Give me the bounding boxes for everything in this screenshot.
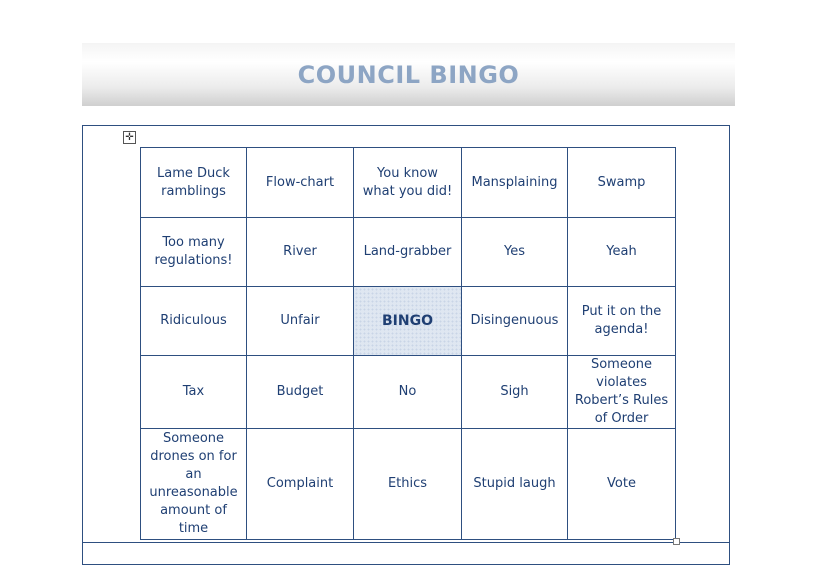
bingo-cell[interactable]: Someone drones on for an unreasonable amount of time — [141, 429, 247, 540]
bingo-free-space[interactable]: BINGO — [354, 287, 462, 356]
bingo-cell[interactable]: You know what you did! — [354, 148, 462, 218]
bingo-cell[interactable]: Put it on the agenda! — [568, 287, 676, 356]
bingo-cell[interactable]: Ethics — [354, 429, 462, 540]
bingo-cell[interactable]: Lame Duck ramblings — [141, 148, 247, 218]
page-title: COUNCIL BINGO — [297, 60, 520, 89]
bingo-cell[interactable]: Unfair — [247, 287, 354, 356]
bingo-cell[interactable]: Land-grabber — [354, 218, 462, 287]
bingo-cell[interactable]: No — [354, 356, 462, 429]
bingo-cell[interactable]: Tax — [141, 356, 247, 429]
table-resize-handle[interactable] — [673, 538, 680, 545]
move-icon[interactable]: ✛ — [123, 131, 136, 144]
bingo-cell[interactable]: Too many regulations! — [141, 218, 247, 287]
bingo-cell[interactable]: Vote — [568, 429, 676, 540]
bingo-cell[interactable]: Yes — [462, 218, 568, 287]
bingo-row — [141, 429, 676, 540]
bingo-cell[interactable]: Someone violates Robert’s Rules of Order — [568, 356, 676, 429]
bingo-cell[interactable]: River — [247, 218, 354, 287]
bingo-cell[interactable]: Flow-chart — [247, 148, 354, 218]
bingo-cell[interactable]: Complaint — [247, 429, 354, 540]
bingo-cell[interactable]: Swamp — [568, 148, 676, 218]
bingo-cell[interactable]: Mansplaining — [462, 148, 568, 218]
bingo-row — [141, 287, 676, 356]
bingo-cell[interactable]: Ridiculous — [141, 287, 247, 356]
bingo-cell[interactable]: Yeah — [568, 218, 676, 287]
bingo-row — [141, 148, 676, 218]
bingo-cell[interactable]: Stupid laugh — [462, 429, 568, 540]
page-divider — [82, 542, 730, 543]
bingo-cell[interactable]: Sigh — [462, 356, 568, 429]
bingo-cell[interactable]: Disingenuous — [462, 287, 568, 356]
bingo-card — [140, 147, 676, 540]
title-banner — [82, 43, 735, 106]
bingo-row — [141, 218, 676, 287]
bingo-row — [141, 356, 676, 429]
bingo-cell[interactable]: Budget — [247, 356, 354, 429]
